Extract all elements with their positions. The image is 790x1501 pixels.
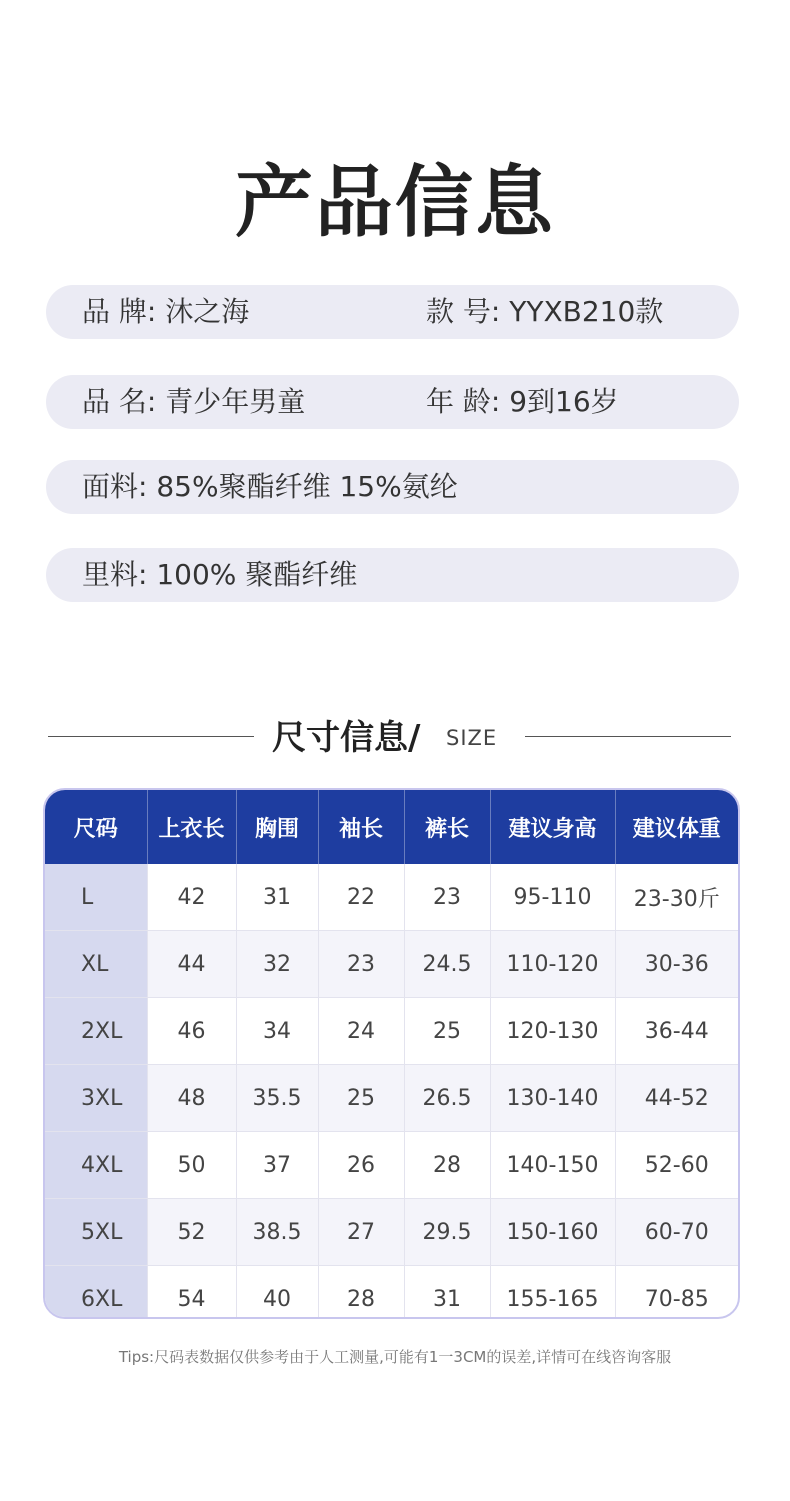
- table-cell: 31: [404, 1266, 490, 1320]
- table-cell: 42: [147, 864, 236, 931]
- table-header-row: [45, 790, 738, 864]
- table-row: [45, 1266, 738, 1320]
- table-cell: 130-140: [490, 1065, 615, 1132]
- table-cell: 54: [147, 1266, 236, 1320]
- name-text: 品 名: 青少年男童: [82, 385, 306, 418]
- size-cell: XL: [45, 931, 147, 998]
- lining-text: 里料: 100% 聚酯纤维: [82, 558, 358, 591]
- table-row: [45, 1132, 738, 1199]
- table-cell: 28: [318, 1266, 404, 1320]
- header-sleeve: 袖长: [318, 790, 404, 864]
- table-cell: 70-85: [615, 1266, 738, 1320]
- table-cell: 25: [318, 1065, 404, 1132]
- table-cell: 40: [236, 1266, 318, 1320]
- header-chest: 胸围: [236, 790, 318, 864]
- table-row: [45, 931, 738, 998]
- size-section-subtitle: SIZE: [446, 726, 498, 750]
- size-section-title: 尺寸信息/: [272, 718, 421, 758]
- size-table: [43, 788, 740, 1319]
- size-cell: 3XL: [45, 1065, 147, 1132]
- tips-text: Tips:尺码表数据仅供参考由于人工测量,可能有1一3CM的误差,详情可在线咨询客服: [118, 1348, 672, 1366]
- size-cell: 5XL: [45, 1199, 147, 1266]
- size-cell: 6XL: [45, 1266, 147, 1320]
- size-section-header: [0, 706, 790, 766]
- table-cell: 25: [404, 998, 490, 1065]
- info-row-name: [46, 375, 739, 429]
- table-cell: 95-110: [490, 864, 615, 931]
- table-cell: 38.5: [236, 1199, 318, 1266]
- table-cell: 60-70: [615, 1199, 738, 1266]
- header-size: 尺码: [45, 790, 147, 864]
- table-cell: 46: [147, 998, 236, 1065]
- table-cell: 48: [147, 1065, 236, 1132]
- table-cell: 24: [318, 998, 404, 1065]
- table-cell: 44: [147, 931, 236, 998]
- table-cell: 22: [318, 864, 404, 931]
- header-weight: 建议体重: [615, 790, 738, 864]
- table-cell: 32: [236, 931, 318, 998]
- header-height: 建议身高: [490, 790, 615, 864]
- table-cell: 29.5: [404, 1199, 490, 1266]
- table-cell: 150-160: [490, 1199, 615, 1266]
- table-row: [45, 1199, 738, 1266]
- table-cell: 140-150: [490, 1132, 615, 1199]
- table-cell: 26: [318, 1132, 404, 1199]
- table-cell: 30-36: [615, 931, 738, 998]
- table-cell: 120-130: [490, 998, 615, 1065]
- table-row: [45, 864, 738, 931]
- table-row: [45, 998, 738, 1065]
- table-cell: 31: [236, 864, 318, 931]
- info-row-brand: [46, 285, 739, 339]
- table-cell: 52: [147, 1199, 236, 1266]
- table-cell: 24.5: [404, 931, 490, 998]
- divider-left: [48, 736, 254, 737]
- divider-right: [525, 736, 731, 737]
- table-cell: 36-44: [615, 998, 738, 1065]
- table-cell: 155-165: [490, 1266, 615, 1320]
- table-row: [45, 1065, 738, 1132]
- size-cell: 2XL: [45, 998, 147, 1065]
- table-cell: 35.5: [236, 1065, 318, 1132]
- age-text: 年 龄: 9到16岁: [426, 385, 619, 418]
- size-cell: 4XL: [45, 1132, 147, 1199]
- table-cell: 44-52: [615, 1065, 738, 1132]
- table-cell: 110-120: [490, 931, 615, 998]
- info-row-lining: [46, 548, 739, 602]
- table-cell: 23: [404, 864, 490, 931]
- table-cell: 37: [236, 1132, 318, 1199]
- model-text: 款 号: YYXB210款: [426, 295, 664, 328]
- table-cell: 23-30斤: [615, 864, 738, 931]
- table-cell: 26.5: [404, 1065, 490, 1132]
- table-cell: 52-60: [615, 1132, 738, 1199]
- page-title: 产品信息: [234, 158, 555, 248]
- header-pants-length: 裤长: [404, 790, 490, 864]
- info-row-fabric: [46, 460, 739, 514]
- table-cell: 34: [236, 998, 318, 1065]
- table-cell: 50: [147, 1132, 236, 1199]
- fabric-text: 面料: 85%聚酯纤维 15%氨纶: [82, 470, 458, 503]
- table-cell: 23: [318, 931, 404, 998]
- table-cell: 28: [404, 1132, 490, 1199]
- brand-text: 品 牌: 沐之海: [82, 295, 250, 328]
- table-cell: 27: [318, 1199, 404, 1266]
- size-cell: L: [45, 864, 147, 931]
- header-top-length: 上衣长: [147, 790, 236, 864]
